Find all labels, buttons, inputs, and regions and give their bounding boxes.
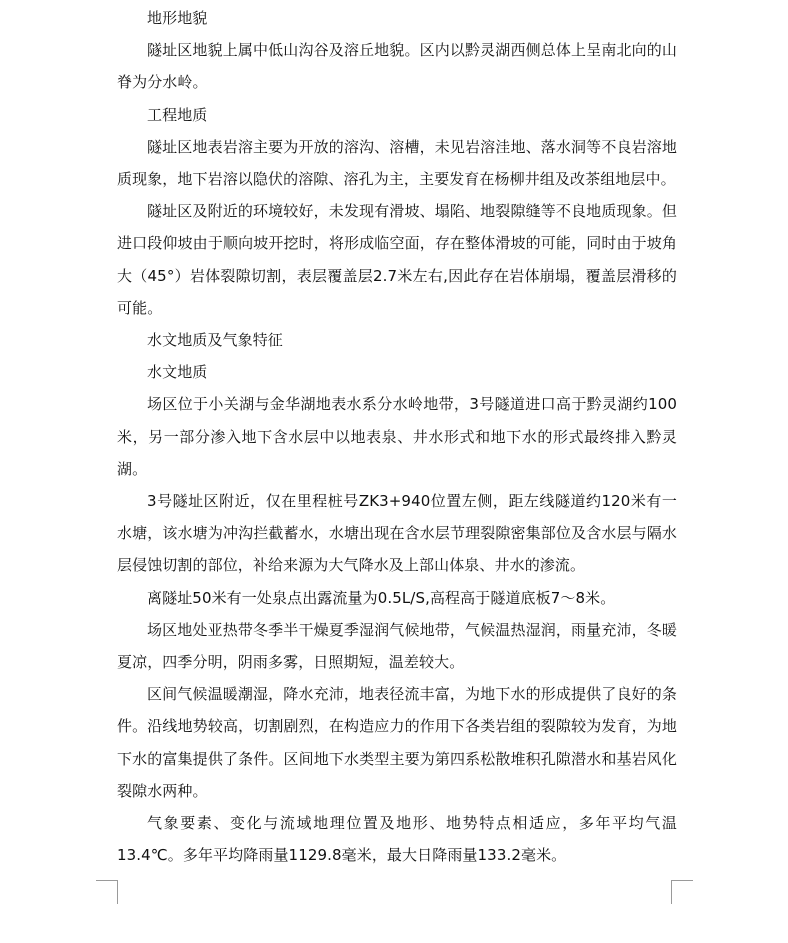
page-corner-mark-left-vertical — [117, 880, 118, 904]
paragraph-spring: 离隧址50米有一处泉点出露流量为0.5L/S,高程高于隧道底板7～8米。 — [147, 588, 616, 607]
section-heading-hydrology-climate: 水文地质及气象特征 — [147, 331, 283, 350]
page-corner-mark-right-vertical — [671, 880, 672, 904]
paragraph-pond: 3号隧址区附近，仅在里程桩号ZK3+940位置左侧，距左线隧道约120米有一水塘，该水塘为冲沟拦截蓄水，水塘出现在含水层节理裂隙密集部位及含水层与隔水层侵蚀切割的部位，补给来源为大气降水及上部山体泉、井水的渗流。 — [117, 492, 677, 575]
document-body — [117, 2, 677, 871]
page-corner-mark-left-horizontal — [96, 880, 118, 881]
paragraph-climate-zone: 场区地处亚热带冬季半干燥夏季湿润气候地带，气候温热湿润，雨量充沛，冬暖夏凉，四季分明，阴雨多雾，日照期短，温差较大。 — [117, 620, 677, 672]
paragraph-slope-stability: 隧址区及附近的环境较好，未发现有滑坡、塌陷、地裂隙缝等不良地质现象。但进口段仰坡由于顺向坡开挖时，将形成临空面，存在整体滑坡的可能，同时由于坡角大（45°）岩体裂隙切割，表层覆盖层2.7米左右,因此存在岩体崩塌，覆盖层滑移的可能。 — [117, 202, 677, 317]
paragraph-watershed: 场区位于小关湖与金华湖地表水系分水岭地带，3号隧道进口高于黔灵湖约100米，另一部分渗入地下含水层中以地表泉、井水形式和地下水的形式最终排入黔灵湖。 — [117, 395, 677, 478]
paragraph-karst: 隧址区地表岩溶主要为开放的溶沟、溶槽，未见岩溶洼地、落水洞等不良岩溶地质现象，地下岩溶以隐伏的溶隙、溶孔为主，主要发育在杨柳井组及改茶组地层中。 — [117, 137, 677, 189]
paragraph-meteorology: 气象要素、变化与流域地理位置及地形、地势特点相适应，多年平均气温13.4℃。多年平均降雨量1129.8毫米，最大日降雨量133.2毫米。 — [117, 814, 677, 865]
page-corner-mark-right-horizontal — [671, 880, 693, 881]
section-heading-engineering-geology: 工程地质 — [147, 105, 208, 124]
section-heading-terrain: 地形地貌 — [147, 9, 208, 27]
section-heading-hydrogeology: 水文地质 — [147, 363, 208, 382]
paragraph-groundwater: 区间气候温暖潮湿，降水充沛，地表径流丰富，为地下水的形成提供了良好的条件。沿线地势较高，切割剧烈，在构造应力的作用下各类岩组的裂隙较为发育，为地下水的富集提供了条件。区间地下水类型主要为第四系松散堆积孔隙潜水和基岩风化裂隙水两种。 — [117, 685, 677, 800]
paragraph-terrain: 隧址区地貌上属中低山沟谷及溶丘地貌。区内以黔灵湖西侧总体上呈南北向的山脊为分水岭。 — [117, 41, 677, 92]
